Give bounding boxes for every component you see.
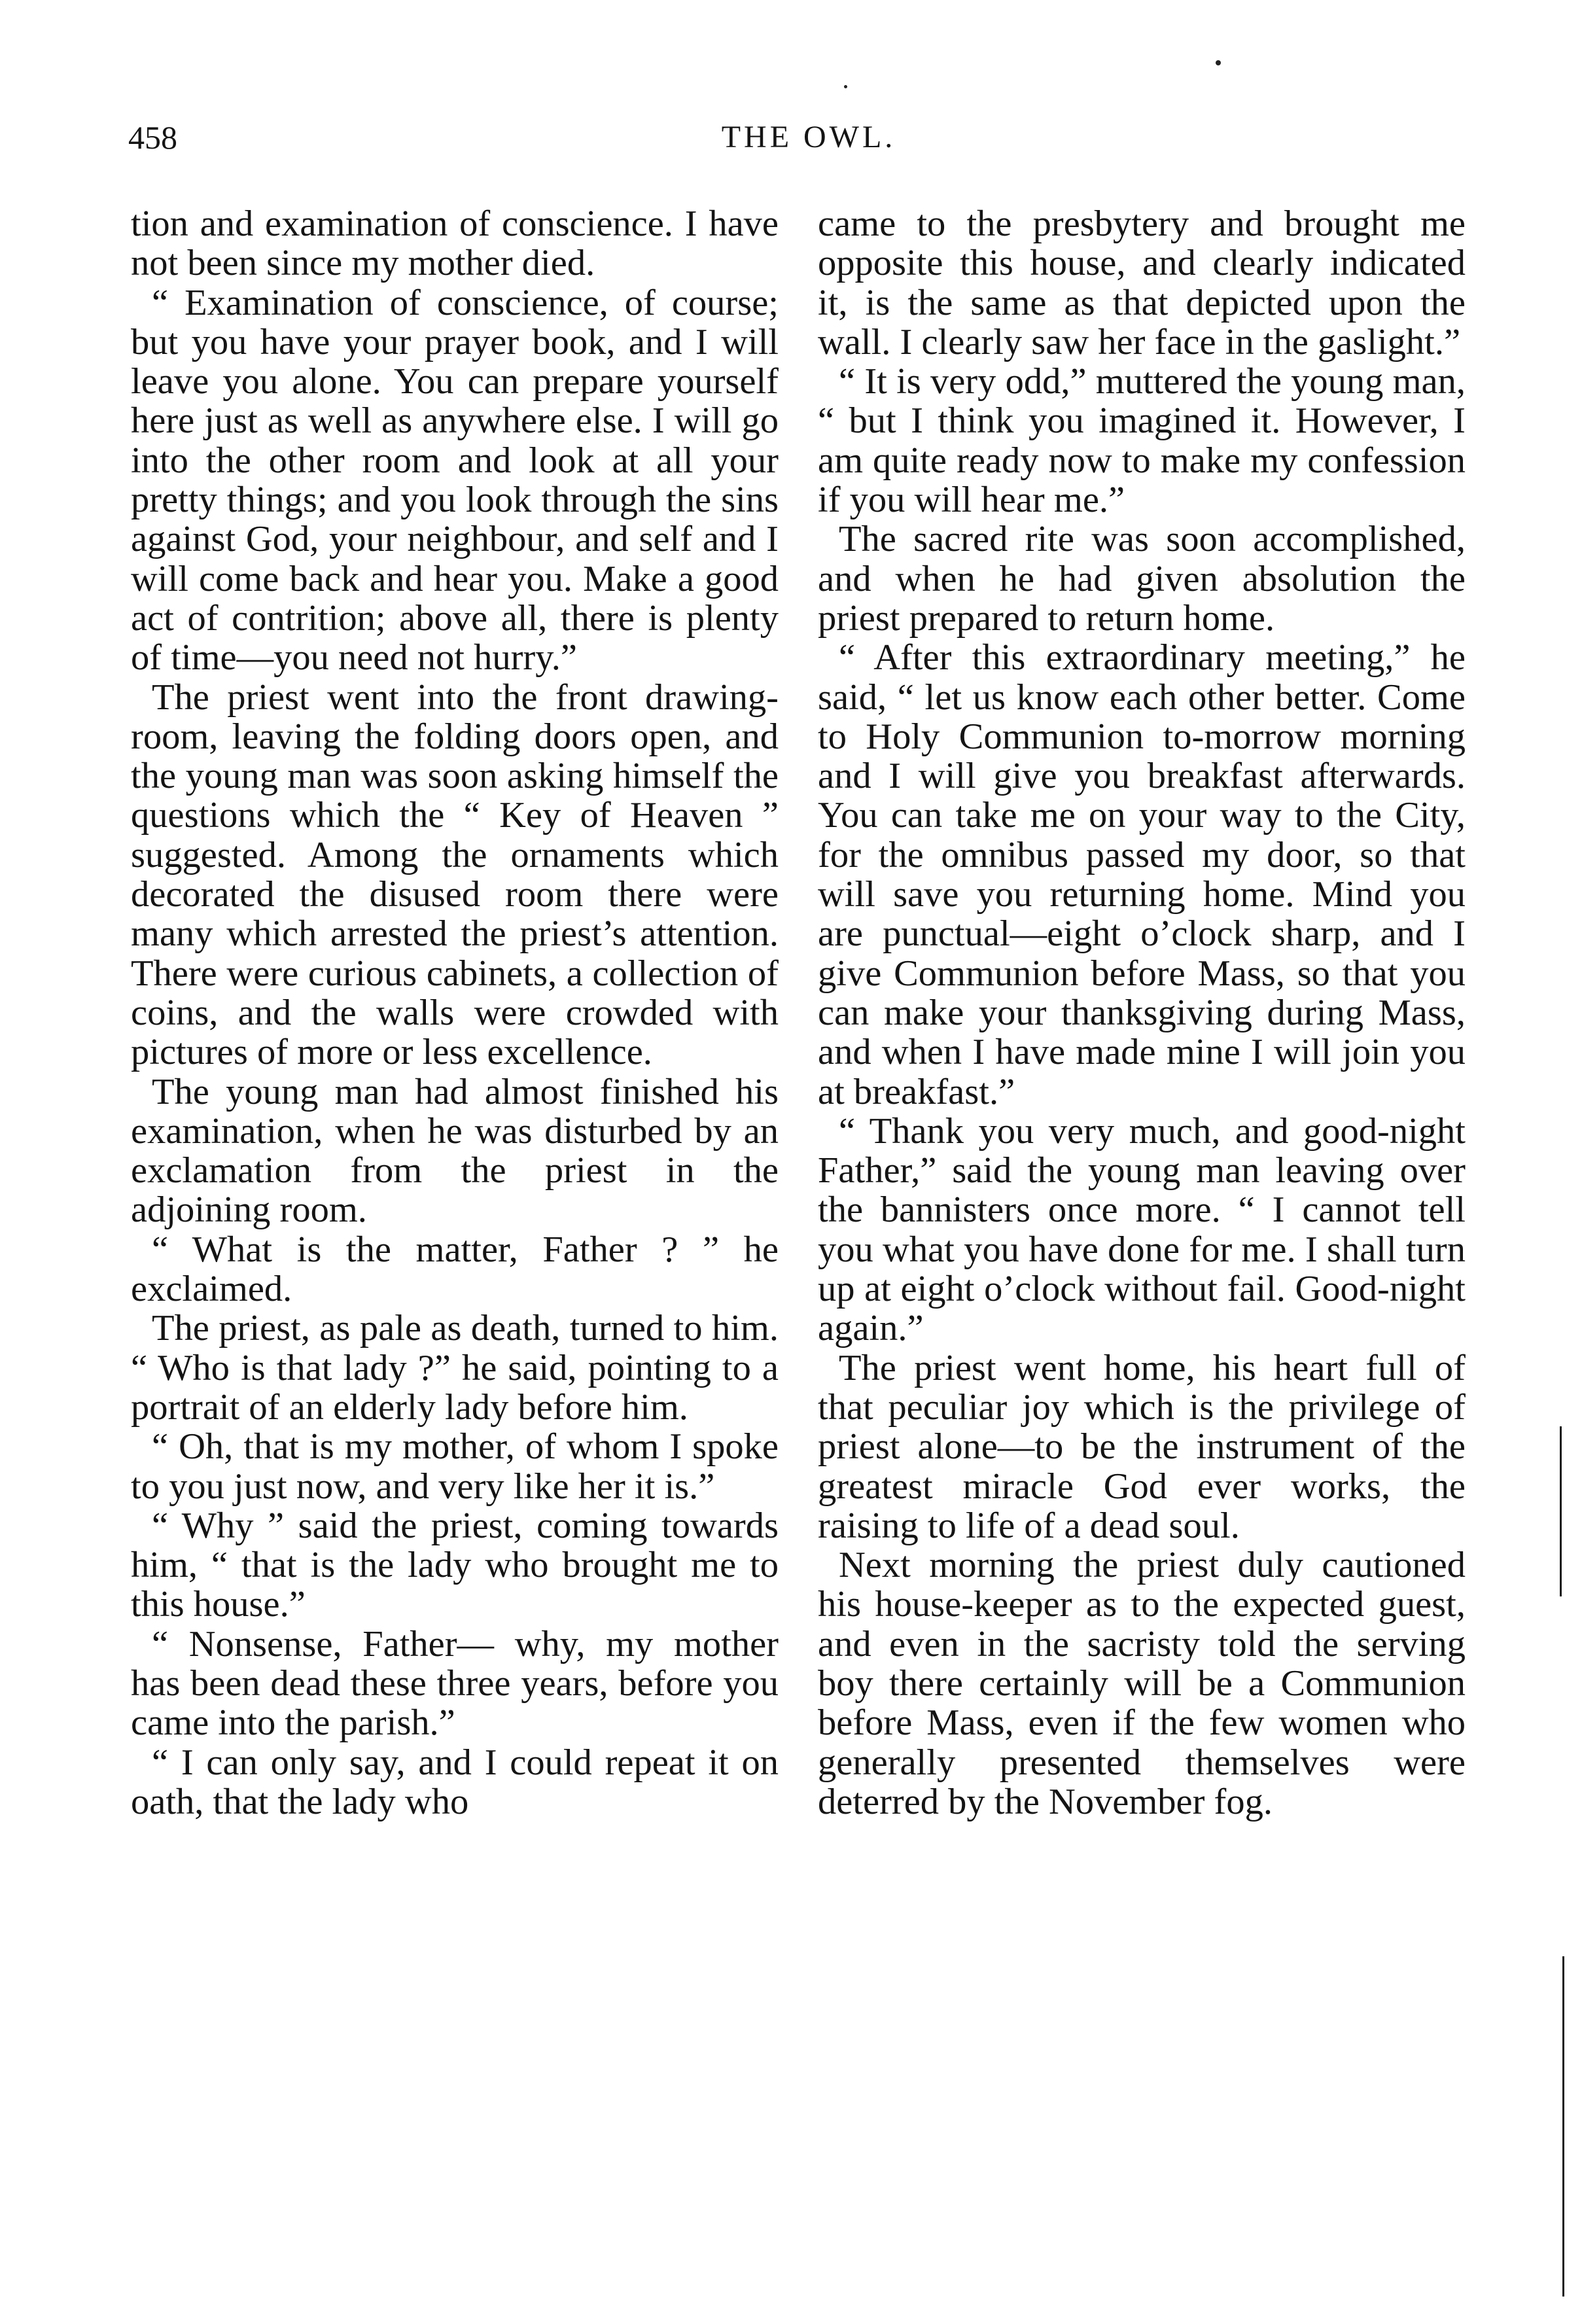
paragraph: “ Nonsense, Father— why, my mother has been dead these three years, before you came into the parish.” xyxy=(131,1623,779,1744)
paragraph: “ After this extraordinary meeting,” he said, “ let us know each other better. Come to Holy Communion to-morrow morning and I will give you breakfast afterwards. You can take me on your way to the City, for the omnibus passed my door, so that will save you returning home. Mind you are punctual—eight o’clock sharp, and I give Communion before Mass, so that you can make your thanksgiving during Mass, and when I have made mine I will join you at breakfast.” xyxy=(818,637,1466,1112)
ink-speck xyxy=(844,85,847,88)
paragraph: The priest, as pale as death, turned to him. “ Who is that lady ?” he said, pointing to a portrait of an elderly lady before him. xyxy=(131,1308,779,1428)
paragraph: The sacred rite was soon accomplished, and when he had given absolution the priest prepared to return home. xyxy=(818,519,1466,639)
running-head xyxy=(128,111,1489,164)
paragraph: The young man had almost finished his examination, when he was disturbed by an exclamation from the priest in the adjoining room. xyxy=(131,1071,779,1231)
paragraph: Next morning the priest duly cautioned his house-keeper as to the expected guest, and even in the sacristy told the serving boy there certainly will be a Communion before Mass, even if the few women who generally presented themselves were deterred by the November fog. xyxy=(818,1545,1466,1822)
right-column xyxy=(818,204,1466,1822)
paragraph: “ Oh, that is my mother, of whom I spoke to you just now, and very like her it is.” xyxy=(131,1426,779,1507)
paragraph: “ Thank you very much, and good-night Father,” said the young man leaving over the bannisters once more. “ I cannot tell you what you have done for me. I shall turn up at eight o’clock without fail. Good-night again.” xyxy=(818,1110,1466,1349)
paragraph: “ It is very odd,” muttered the young man, “ but I think you imagined it. However, I am quite ready now to make my confession if you will hear me.” xyxy=(818,361,1466,521)
paragraph: “ I can only say, and I could repeat it on oath, that the lady who xyxy=(131,1742,779,1822)
paragraph: The priest went into the front drawing-room, leaving the folding doors open, and the young man was soon asking himself the questions which the “ Key of Heaven ” suggested. Among the ornaments which decorated the disused room there were many which arrested the priest’s attention. There were curious cabinets, a collection of coins, and the walls were crowded with pictures of more or less excellence. xyxy=(131,677,779,1073)
ink-speck xyxy=(1216,60,1221,65)
paragraph: “ Examination of conscience, of course; but you have your prayer book, and I will leave you alone. You can prepare yourself here just as well as anywhere else. I will go into the other room and look at all your pretty things; and you look through the sins against God, your neighbour, and self and I will come back and hear you. Make a good act of contrition; above all, there is plenty of time—you need not hurry.” xyxy=(131,282,779,678)
paragraph: The priest went home, his heart full of that peculiar joy which is the privilege of priest alone—to be the instrument of the greatest miracle God ever works, the raising to life of a dead soul. xyxy=(818,1347,1466,1546)
paragraph: “ Why ” said the priest, coming towards him, “ that is the lady who brought me to this house.” xyxy=(131,1505,779,1625)
binding-edge-line xyxy=(1560,1426,1562,1596)
journal-title: THE OWL. xyxy=(721,120,896,154)
paragraph: tion and examination of conscience. I have not been since my mother died. xyxy=(131,203,779,284)
page-number: 458 xyxy=(128,119,177,156)
paragraph: came to the presbytery and brought me opposite this house, and clearly indicated it, is the same as that depicted upon the wall. I clearly saw her face in the gaslight.” xyxy=(818,203,1466,362)
left-column xyxy=(131,204,779,1822)
paragraph: “ What is the matter, Father ? ” he exclaimed. xyxy=(131,1229,779,1310)
binding-edge-line xyxy=(1562,1956,1564,2297)
